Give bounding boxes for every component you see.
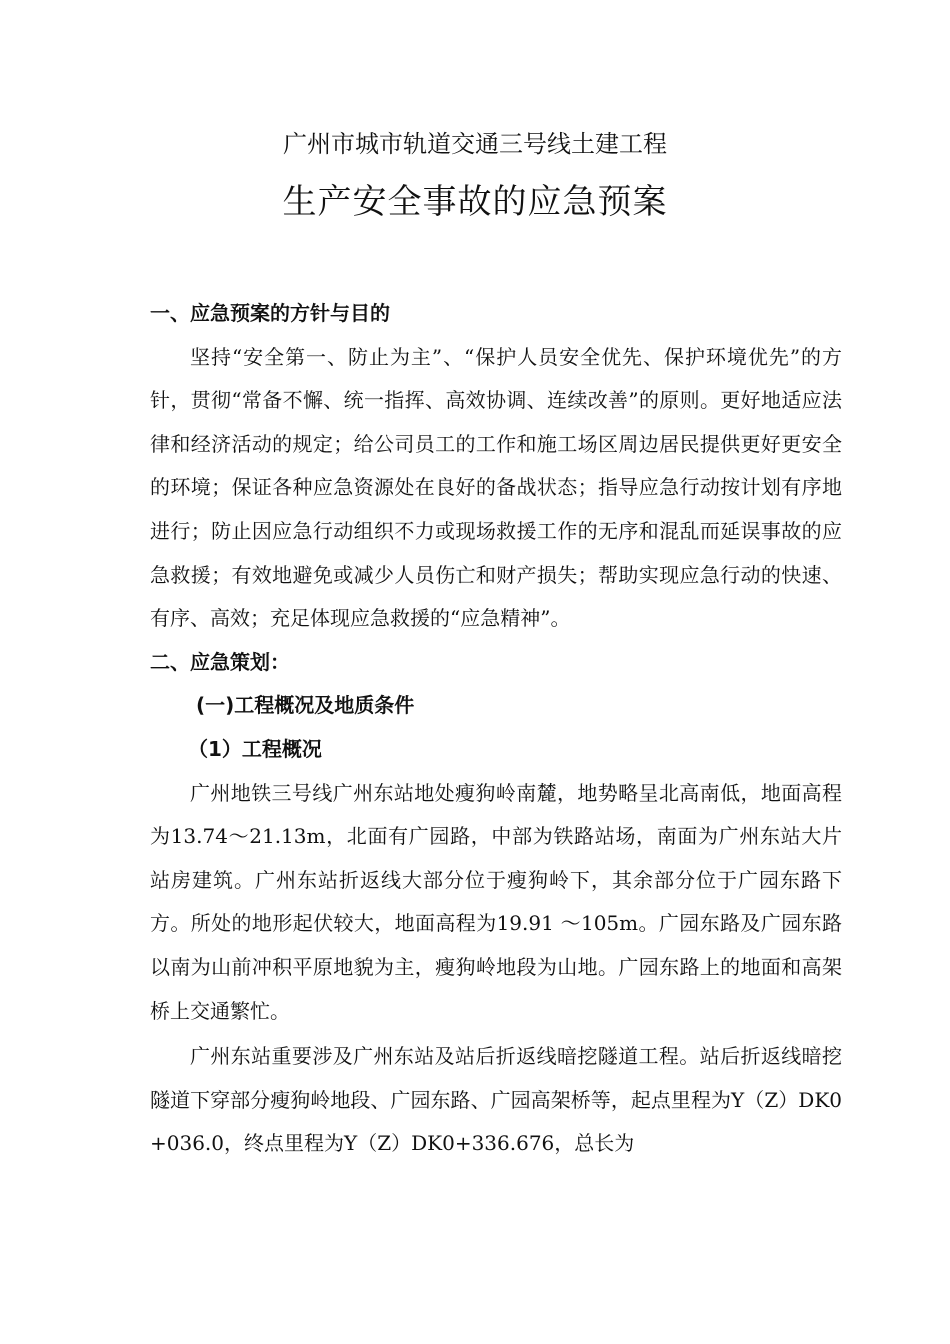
section1-heading: 一、应急预案的方针与目的 (150, 301, 390, 325)
section2-sub1-heading: (一)工程概况及地质条件 (196, 693, 415, 718)
section2-heading: 二、应急策划： (150, 649, 290, 674)
section2-subsub-heading: （1）工程概况 (188, 736, 322, 761)
document-title-line1: 广州市城市轨道交通三号线土建工程 (283, 130, 667, 158)
section1-paragraph: 坚持“安全第一、防止为主”、“保护人员安全优先、保护环境优先”的方针，贯彻“常备不懈、统一指挥、高效协调、连续改善”的原则。更好地适应法律和经济活动的规定；给公司员工的工作和施工场区周边居民提供更好更安全的环境；保证各种应急资源处在良好的备战状态；指导应急行动按计划有序地进行；防止因应急行动组织不力或现场救援工作的无序和混乱而延误事故的应急救援；有效地避免或减少人员伤亡和财产损失；帮助实现应急行动的快速、有序、高效；充足体现应急救援的“应急精神”。 (150, 344, 842, 631)
document-body (150, 292, 842, 1166)
project-overview-paragraph-2: 广州东站重要涉及广州东站及站后折返线暗挖隧道工程。站后折返线暗挖隧道下穿部分瘦狗岭地段、广园东路、广园高架桥等，起点里程为Y（Z）DK0+036.0，终点里程为Y（Z）DK0+336.676，总长为 (150, 1044, 842, 1156)
project-overview-paragraph-1: 广州地铁三号线广州东站地处瘦狗岭南麓，地势略呈北高南低，地面高程为13.74～21.13m，北面有广园路，中部为铁路站场，南面为广州东站大片站房建筑。广州东站折返线大部分位于瘦狗岭下，其余部分位于广园东路下方。所处的地形起伏较大，地面高程为19.91 ～105m。广园东路及广园东路以南为山前冲积平原地貌为主，瘦狗岭地段为山地。广园东路上的地面和高架桥上交通繁忙。 (150, 780, 842, 1023)
document-title-line2: 生产安全事故的应急预案 (282, 182, 668, 222)
